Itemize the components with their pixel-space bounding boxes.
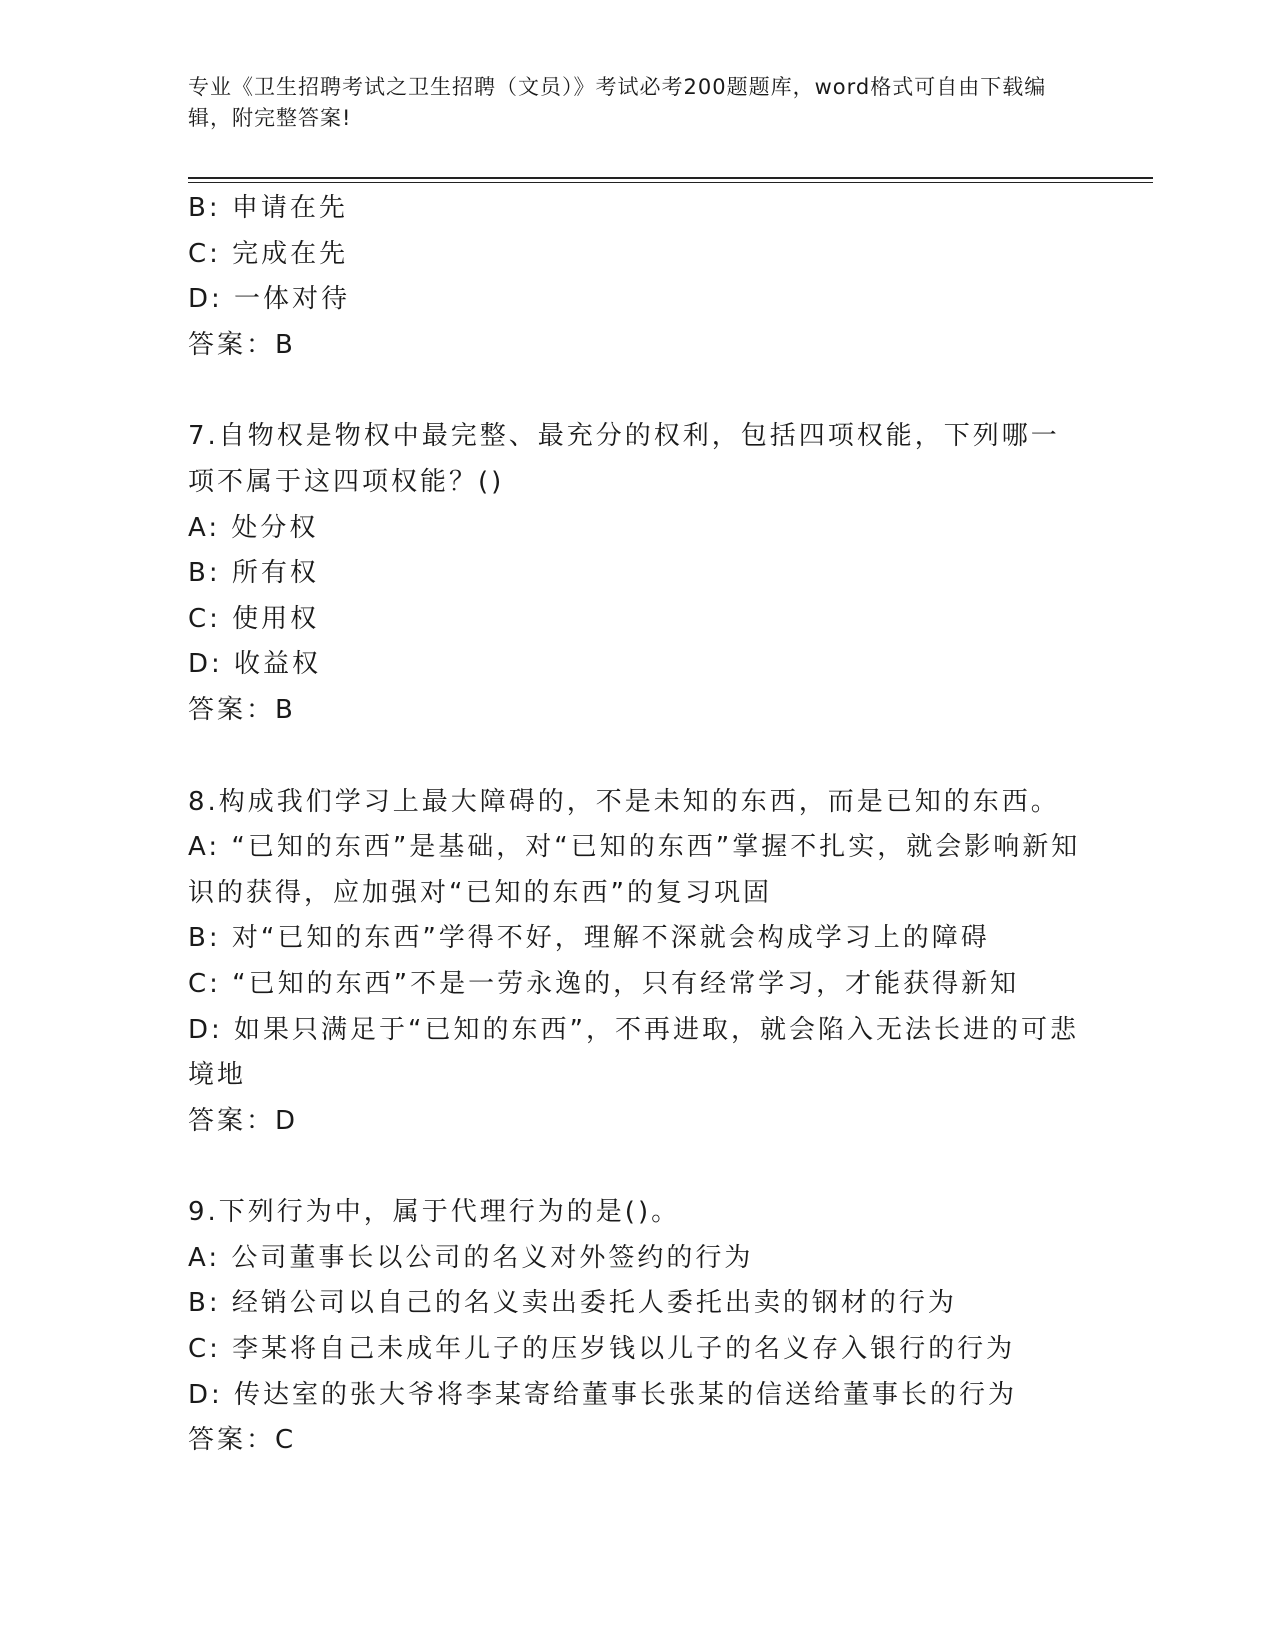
- header-text: 专业《卫生招聘考试之卫生招聘（文员）》考试必考200题题库，word格式可自由下载编辑，附完整答案!: [188, 75, 1047, 130]
- question-stem: 8.构成我们学习上最大障碍的，不是未知的东西，而是已知的东西。: [188, 786, 1060, 817]
- option-c: C: “已知的东西”不是一劳永逸的，只有经常学习，才能获得新知: [188, 968, 1020, 999]
- option-d: D: 收益权: [188, 649, 322, 680]
- document-body: [188, 186, 1083, 1464]
- option-b: B: 经销公司以自己的名义卖出委托人委托出卖的钢材的行为: [188, 1288, 957, 1319]
- page-header: [188, 72, 1068, 134]
- option-a: A: “已知的东西”是基础，对“已知的东西”掌握不扎实，就会影响新知识的获得，应加强对“已知的东西”的复习巩固: [188, 832, 1081, 908]
- option-b: B: 对“已知的东西”学得不好，理解不深就会构成学习上的障碍: [188, 923, 990, 954]
- answer-line: 答案：B: [188, 694, 296, 725]
- option-c: C: 李某将自己未成年儿子的压岁钱以儿子的名义存入银行的行为: [188, 1334, 1016, 1365]
- answer-line: 答案：B: [188, 329, 296, 360]
- question-block-8: [188, 780, 1083, 1145]
- question-block-6-tail: [188, 186, 1083, 368]
- option-d: D: 如果只满足于“已知的东西”，不再进取，就会陷入无法长进的可悲境地: [188, 1014, 1079, 1091]
- question-block-7: [188, 414, 1083, 733]
- option-d: D: 一体对待: [188, 284, 351, 315]
- option-a: A: 处分权: [188, 512, 319, 543]
- option-d: D: 传达室的张大爷将李某寄给董事长张某的信送给董事长的行为: [188, 1379, 1018, 1410]
- option-a: A: 公司董事长以公司的名义对外签约的行为: [188, 1242, 754, 1273]
- question-stem: 7.自物权是物权中最完整、最充分的权利，包括四项权能，下列哪一项不属于这四项权能？(): [188, 421, 1060, 497]
- answer-line: 答案：D: [188, 1105, 299, 1136]
- header-rule-thin: [188, 182, 1153, 183]
- option-b: B: 申请在先: [188, 193, 348, 223]
- answer-line: 答案：C: [188, 1425, 297, 1456]
- option-c: C: 完成在先: [188, 238, 349, 269]
- option-b: B: 所有权: [188, 558, 319, 589]
- question-block-9: [188, 1190, 1083, 1464]
- question-stem: 9.下列行为中，属于代理行为的是()。: [188, 1197, 681, 1228]
- option-c: C: 使用权: [188, 603, 320, 634]
- header-rule-thick: [188, 177, 1153, 179]
